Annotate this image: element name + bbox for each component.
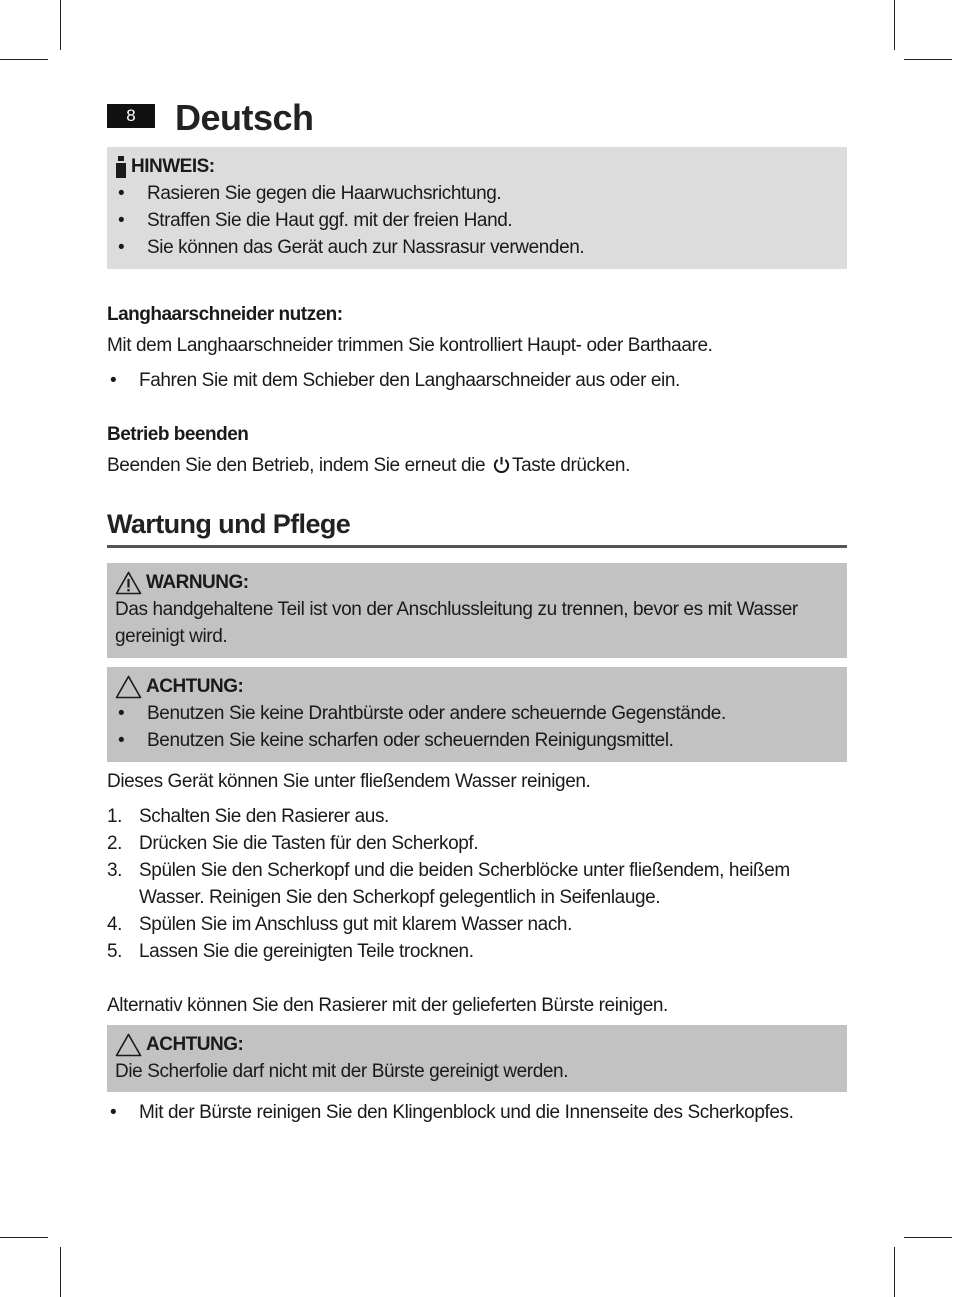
cleaning-intro: Dieses Gerät können Sie unter fließendem Wasser reinigen. <box>107 771 591 792</box>
page-number: 8 <box>107 104 155 128</box>
crop-mark <box>60 0 61 50</box>
warnung-title-text: WARNUNG: <box>146 572 249 593</box>
warning-icon <box>115 1033 142 1057</box>
achtung-list <box>115 700 847 754</box>
betrieb-heading: Betrieb beenden <box>107 424 249 445</box>
achtung-title <box>115 1031 847 1058</box>
alternative-text: Alternativ können Sie den Rasierer mit der gelieferten Bürste reinigen. <box>107 995 668 1016</box>
hinweis-list <box>115 180 847 261</box>
crop-mark <box>894 0 895 50</box>
step-text: Lassen Sie die gereinigten Teile trocknen. <box>139 941 474 962</box>
crop-mark <box>894 1247 895 1297</box>
list-item: • Straffen Sie die Haut ggf. mit der freien Hand. <box>115 207 847 234</box>
list-item: • Sie können das Gerät auch zur Nassrasur verwenden. <box>115 234 847 261</box>
hinweis-box <box>107 147 847 269</box>
bullet-dot: • <box>110 370 117 391</box>
list-item <box>107 938 847 965</box>
list-item: • Benutzen Sie keine scharfen oder scheuernden Reinigungsmittel. <box>115 727 847 754</box>
betrieb-text <box>107 452 847 479</box>
step-text: Schalten Sie den Rasierer aus. <box>139 806 389 827</box>
power-icon <box>493 456 510 473</box>
langhaar-bullet <box>107 367 847 394</box>
achtung-text: Die Scherfolie darf nicht mit der Bürste gereinigt werden. <box>115 1061 569 1082</box>
achtung-title <box>115 673 847 700</box>
warnung-box <box>107 563 847 658</box>
crop-mark <box>0 59 48 60</box>
step-text: Spülen Sie den Scherkopf und die beiden Scherblöcke unter fließendem, heißem Wasser. Reinigen Sie den Scherkopf gelegentlich in Seifenlauge. <box>139 860 790 908</box>
warning-icon <box>115 675 142 699</box>
step-number: 3. <box>107 860 123 881</box>
crop-mark <box>60 1247 61 1297</box>
step-text: Drücken Sie die Tasten für den Scherkopf. <box>139 833 479 854</box>
hinweis-title-text: HINWEIS: <box>131 156 215 177</box>
step-number: 5. <box>107 941 123 962</box>
langhaar-heading: Langhaarschneider nutzen: <box>107 304 343 325</box>
list-item <box>107 857 847 911</box>
list-item: • Benutzen Sie keine Drahtbürste oder andere scheuernde Gegenstände. <box>115 700 847 727</box>
achtung-box <box>107 1025 847 1092</box>
final-bullet <box>107 1099 847 1126</box>
langhaar-text: Mit dem Langhaarschneider trimmen Sie kontrolliert Haupt- oder Barthaare. <box>107 335 713 356</box>
step-number: 4. <box>107 914 123 935</box>
hinweis-title <box>115 153 847 180</box>
step-number: 1. <box>107 806 123 827</box>
crop-mark <box>0 1237 48 1238</box>
betrieb-text-before: Beenden Sie den Betrieb, indem Sie erneut die <box>107 455 486 476</box>
list-item <box>107 803 847 830</box>
bullet-dot: • <box>110 1102 117 1123</box>
page-header <box>107 96 847 140</box>
warnung-text: Das handgehaltene Teil ist von der Anschlussleitung zu trennen, bevor es mit Wasser gereinigt wird. <box>115 599 798 647</box>
cleaning-steps <box>107 803 847 965</box>
crop-mark <box>904 1237 952 1238</box>
warnung-title <box>115 569 847 596</box>
section-title: Wartung und Pflege <box>107 504 847 548</box>
warning-icon <box>115 571 142 595</box>
list-item <box>107 830 847 857</box>
langhaar-bullet-text: Fahren Sie mit dem Schieber den Langhaarschneider aus oder ein. <box>139 370 680 391</box>
list-item <box>107 911 847 938</box>
achtung-title-text: ACHTUNG: <box>146 1034 244 1055</box>
crop-mark <box>904 59 952 60</box>
info-icon <box>115 156 127 178</box>
list-item: • Rasieren Sie gegen die Haarwuchsrichtung. <box>115 180 847 207</box>
step-text: Spülen Sie im Anschluss gut mit klarem Wasser nach. <box>139 914 572 935</box>
step-number: 2. <box>107 833 123 854</box>
page-title: Deutsch <box>175 97 314 138</box>
achtung-box <box>107 667 847 762</box>
final-bullet-text: Mit der Bürste reinigen Sie den Klingenblock und die Innenseite des Scherkopfes. <box>139 1102 794 1123</box>
achtung-title-text: ACHTUNG: <box>146 676 244 697</box>
betrieb-text-after: Taste drücken. <box>512 455 630 476</box>
